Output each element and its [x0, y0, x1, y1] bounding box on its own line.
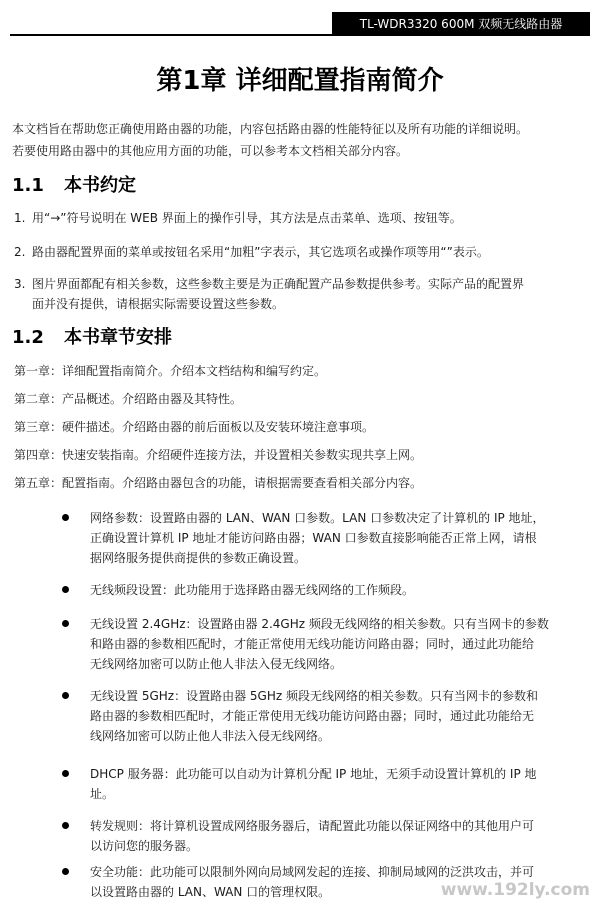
- bullet-dot-icon: [62, 586, 69, 593]
- chapter-outline-item: 第五章：配置指南。介绍路由器包含的功能，请根据需要查看相关部分内容。: [14, 476, 423, 490]
- bullet-text: 和路由器的参数相匹配时，才能正常使用无线功能访问路由器；同时，通过此功能给: [90, 637, 535, 651]
- item-text: 面并没有提供，请根据实际需要设置这些参数。: [32, 297, 285, 311]
- item-text: 图片界面都配有相关参数，这些参数主要是为正确配置产品参数提供参考。实际产品的配置界: [32, 277, 525, 291]
- bullet-dot-icon: [62, 822, 69, 829]
- section-number: 1.1: [12, 175, 44, 196]
- item-text: 用“→”符号说明在 WEB 界面上的操作引导，其方法是点击菜单、选项、按钮等。: [32, 211, 462, 225]
- chapter-outline-item: 第一章：详细配置指南简介。介绍本文档结构和编写约定。: [14, 364, 327, 378]
- section-title: 本书约定: [64, 175, 136, 196]
- chapter-outline-item: 第四章：快速安装指南。介绍硬件连接方法，并设置相关参数实现共享上网。: [14, 448, 423, 462]
- header-rule: [10, 34, 590, 36]
- bullet-item: [62, 764, 590, 804]
- watermark: www.192ly.com: [440, 880, 590, 900]
- bullet-text: 网络参数：设置路由器的 LAN、WAN 口参数。LAN 口参数决定了计算机的 IP 地址，: [90, 511, 545, 525]
- bullet-text: 转发规则：将计算机设置成网络服务器后，请配置此功能以保证网络中的其他用户可: [90, 819, 535, 833]
- bullet-text: 无线设置 2.4GHz：设置路由器 2.4GHz 频段无线网络的相关参数。只有当网卡的参数: [90, 617, 549, 631]
- bullet-text: 无线频段设置：此功能用于选择路由器无线网络的工作频段。: [90, 583, 415, 597]
- bullet-text: 以设置路由器的 LAN、WAN 口的管理权限。: [90, 885, 331, 899]
- bullet-dot-icon: [62, 692, 69, 699]
- bullet-item: [62, 508, 590, 568]
- header-tab: TL-WDR3320 600M 双频无线路由器: [332, 12, 590, 36]
- section-heading-1-2: [12, 323, 172, 349]
- convention-item: [14, 208, 586, 228]
- convention-item: [14, 274, 586, 314]
- bullet-text: 线网络加密可以防止他人非法入侵无线网络。: [90, 729, 331, 743]
- item-number: 3.: [14, 277, 26, 291]
- bullet-text: DHCP 服务器：此功能可以自动为计算机分配 IP 地址，无须手动设置计算机的 IP 地: [90, 767, 537, 781]
- item-text: 路由器配置界面的菜单或按钮名采用“加粗”字表示，其它选项名或操作项等用“”表示。: [32, 245, 489, 259]
- bullet-text: 据网络服务提供商提供的参数正确设置。: [90, 551, 307, 565]
- bullet-text: 路由器的参数相匹配时，才能正常使用无线功能访问路由器；同时，通过此功能给无: [90, 709, 535, 723]
- bullet-dot-icon: [62, 770, 69, 777]
- convention-item: [14, 242, 586, 262]
- item-number: 1.: [14, 211, 26, 225]
- bullet-text: 安全功能：此功能可以限制外网向局域网发起的连接、抑制局域网的泛洪攻击，并可: [90, 865, 535, 879]
- bullet-dot-icon: [62, 868, 69, 875]
- intro-paragraph: [12, 118, 592, 162]
- chapter-outline-item: 第二章：产品概述。介绍路由器及其特性。: [14, 392, 243, 406]
- item-number: 2.: [14, 245, 26, 259]
- section-number: 1.2: [12, 327, 44, 348]
- bullet-text: 以访问您的服务器。: [90, 839, 199, 853]
- intro-line: 若要使用路由器中的其他应用方面的功能，可以参考本文档相关部分内容。: [12, 144, 409, 158]
- bullet-text: 无线设置 5GHz：设置路由器 5GHz 频段无线网络的相关参数。只有当网卡的参数和: [90, 689, 538, 703]
- bullet-dot-icon: [62, 620, 69, 627]
- bullet-item: [62, 686, 590, 746]
- bullet-text: 无线网络加密可以防止他人非法入侵无线网络。: [90, 657, 343, 671]
- bullet-text: 址。: [90, 787, 115, 801]
- section-heading-1-1: [12, 171, 136, 197]
- intro-line: 本文档旨在帮助您正确使用路由器的功能，内容包括路由器的性能特征以及所有功能的详细说明。: [12, 122, 529, 136]
- bullet-dot-icon: [62, 514, 69, 521]
- bullet-text: 正确设置计算机 IP 地址才能访问路由器；WAN 口参数直接影响能否正常上网，请根: [90, 531, 537, 545]
- bullet-item: [62, 816, 590, 856]
- section-title: 本书章节安排: [64, 327, 172, 348]
- bullet-item: [62, 614, 590, 674]
- chapter-title: 第1章 详细配置指南简介: [156, 66, 444, 96]
- bullet-item: [62, 580, 590, 600]
- chapter-outline-item: 第三章：硬件描述。介绍路由器的前后面板以及安装环境注意事项。: [14, 420, 375, 434]
